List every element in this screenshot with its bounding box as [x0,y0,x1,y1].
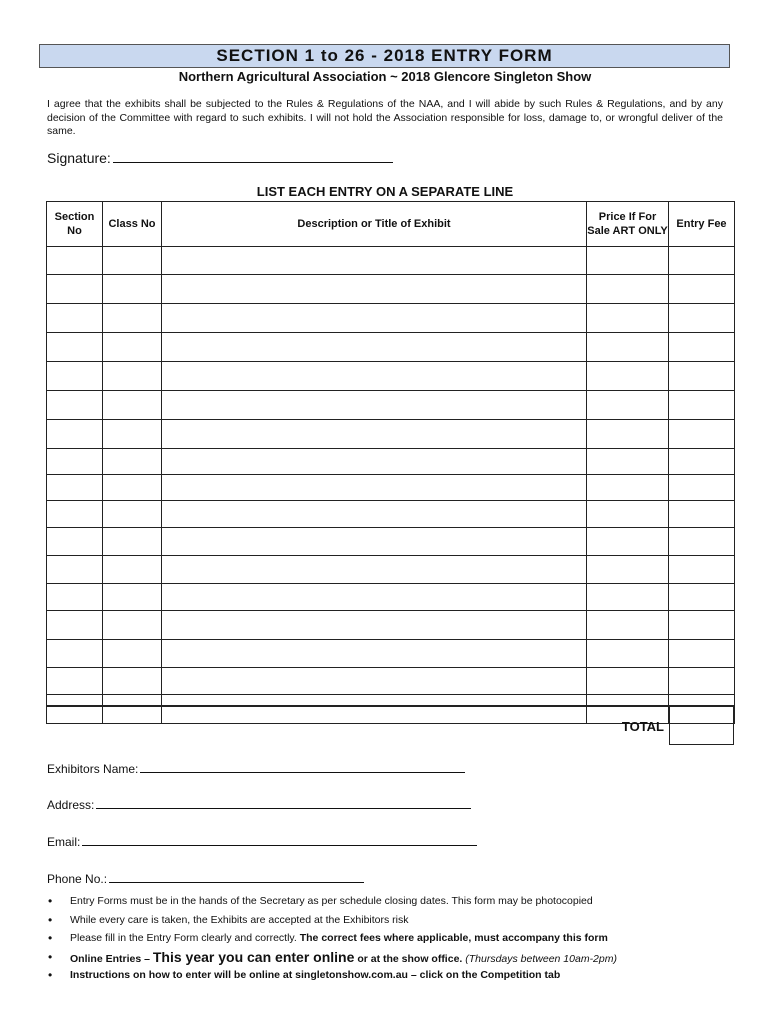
cell-description[interactable] [162,611,587,640]
table-row [47,528,735,556]
cell-section-no[interactable] [47,584,103,611]
cell-description[interactable] [162,668,587,695]
cell-class-no[interactable] [103,391,162,420]
table-row [47,475,735,501]
table-row [47,584,735,611]
cell-description[interactable] [162,247,587,275]
cell-description[interactable] [162,584,587,611]
cell-entry-fee[interactable] [669,501,735,528]
cell-section-no[interactable] [47,528,103,556]
cell-class-no[interactable] [103,640,162,668]
address-field[interactable] [47,798,471,812]
table-row [47,333,735,362]
cell-section-no[interactable] [47,247,103,275]
table-row [47,668,735,695]
signature-label: Signature: [47,150,111,166]
total-label: TOTAL [621,719,664,734]
total-row [46,705,734,745]
exhibitor-name-line[interactable] [140,762,465,773]
cell-section-no[interactable] [47,420,103,449]
cell-section-no[interactable] [47,640,103,668]
notes-list [48,892,748,985]
cell-entry-fee[interactable] [669,611,735,640]
note-fill-clearly: Please fill in the Entry Form clearly and correctly. [70,932,297,944]
cell-class-no[interactable] [103,611,162,640]
cell-entry-fee[interactable] [669,391,735,420]
cell-entry-fee[interactable] [669,528,735,556]
cell-class-no[interactable] [103,449,162,475]
cell-description[interactable] [162,556,587,584]
cell-price[interactable] [587,247,669,275]
col-section-no: Section No [47,202,103,247]
cell-price[interactable] [587,584,669,611]
cell-entry-fee[interactable] [669,275,735,304]
cell-description[interactable] [162,333,587,362]
cell-description[interactable] [162,420,587,449]
cell-price[interactable] [587,611,669,640]
cell-description[interactable] [162,449,587,475]
table-header-row [47,202,735,247]
table-row [47,611,735,640]
note-instructions: Instructions on how to enter will be online at singletonshow.com.au – click on the Competition tab [70,969,561,981]
cell-class-no[interactable] [103,333,162,362]
cell-price[interactable] [587,391,669,420]
agreement-text: I agree that the exhibits shall be subjected to the Rules & Regulations of the NAA, and I will abide by such Rules & Regulations, and by any decision of the Committee with regard to such exhibits. I will not hold the Association responsible for loss, damage to, or wrongful deliver of the same. [47,98,723,137]
cell-section-no[interactable] [47,333,103,362]
list-item [48,966,748,985]
cell-price[interactable] [587,304,669,333]
cell-description[interactable] [162,304,587,333]
email-line[interactable] [82,835,477,846]
form-title-banner: SECTION 1 to 26 - 2018 ENTRY FORM [39,44,730,68]
cell-class-no[interactable] [103,475,162,501]
cell-price[interactable] [587,668,669,695]
note-online-label: Online Entries – [70,952,150,965]
note-fees: The correct fees where applicable, must accompany this form [299,932,608,944]
cell-class-no[interactable] [103,275,162,304]
address-line[interactable] [96,798,471,809]
cell-class-no[interactable] [103,247,162,275]
cell-class-no[interactable] [103,420,162,449]
cell-entry-fee[interactable] [669,420,735,449]
cell-price[interactable] [587,362,669,391]
cell-price[interactable] [587,556,669,584]
table-row [47,247,735,275]
phone-label: Phone No.: [47,872,108,886]
col-entry-fee: Entry Fee [669,202,735,247]
cell-entry-fee[interactable] [669,333,735,362]
table-row [47,501,735,528]
cell-class-no[interactable] [103,668,162,695]
cell-class-no[interactable] [103,556,162,584]
signature-line[interactable] [113,150,393,163]
cell-section-no[interactable] [47,362,103,391]
cell-description[interactable] [162,501,587,528]
cell-entry-fee[interactable] [669,304,735,333]
address-label: Address: [47,798,95,812]
cell-entry-fee[interactable] [669,668,735,695]
cell-section-no[interactable] [47,611,103,640]
cell-description[interactable] [162,275,587,304]
entries-table [46,201,735,724]
table-row [47,556,735,584]
signature-field[interactable] [47,150,393,166]
cell-entry-fee[interactable] [669,584,735,611]
list-item [48,948,748,967]
table-row [47,420,735,449]
cell-entry-fee[interactable] [669,362,735,391]
exhibitor-name-field[interactable] [47,762,465,776]
note-show-office: or at the show office. [357,952,463,965]
email-field[interactable] [47,835,477,849]
list-item [48,892,748,911]
cell-entry-fee[interactable] [669,640,735,668]
total-divider [46,705,669,707]
table-row [47,304,735,333]
cell-class-no[interactable] [103,584,162,611]
cell-section-no[interactable] [47,501,103,528]
cell-description[interactable] [162,528,587,556]
cell-price[interactable] [587,528,669,556]
list-heading: LIST EACH ENTRY ON A SEPARATE LINE [256,184,514,199]
cell-section-no[interactable] [47,668,103,695]
col-class-no: Class No [103,202,162,247]
table-row [47,640,735,668]
cell-entry-fee[interactable] [669,247,735,275]
cell-class-no[interactable] [103,501,162,528]
cell-section-no[interactable] [47,275,103,304]
cell-price[interactable] [587,449,669,475]
table-row [47,275,735,304]
cell-class-no[interactable] [103,362,162,391]
cell-section-no[interactable] [47,449,103,475]
cell-entry-fee[interactable] [669,475,735,501]
cell-price[interactable] [587,475,669,501]
cell-class-no[interactable] [103,528,162,556]
table-row [47,391,735,420]
phone-line[interactable] [109,872,364,883]
cell-section-no[interactable] [47,304,103,333]
list-item [48,929,748,948]
cell-price[interactable] [587,501,669,528]
cell-price[interactable] [587,640,669,668]
cell-class-no[interactable] [103,304,162,333]
note-online-highlight: This year you can enter online [152,948,355,965]
col-description: Description or Title of Exhibit [162,202,587,247]
list-item [48,911,748,930]
col-price: Price If For Sale ART ONLY [587,202,669,247]
note-office-hours: (Thursdays between 10am-2pm) [465,952,617,965]
cell-price[interactable] [587,333,669,362]
cell-description[interactable] [162,640,587,668]
note-exhibitor-risk: While every care is taken, the Exhibits are accepted at the Exhibitors risk [70,913,409,926]
cell-section-no[interactable] [47,556,103,584]
email-label: Email: [47,835,81,849]
cell-entry-fee[interactable] [669,556,735,584]
phone-field[interactable] [47,872,364,886]
cell-description[interactable] [162,391,587,420]
table-row [47,362,735,391]
cell-description[interactable] [162,362,587,391]
cell-section-no[interactable] [47,391,103,420]
note-closing-dates: Entry Forms must be in the hands of the Secretary as per schedule closing dates. This form may be photocopied [70,895,593,907]
cell-description[interactable] [162,475,587,501]
exhibitor-name-label: Exhibitors Name: [47,762,139,776]
cell-price[interactable] [587,275,669,304]
table-row [47,449,735,475]
total-input-box[interactable] [669,705,734,745]
cell-section-no[interactable] [47,475,103,501]
cell-price[interactable] [587,420,669,449]
form-subtitle: Northern Agricultural Association ~ 2018 Glencore Singleton Show [178,69,592,84]
cell-entry-fee[interactable] [669,449,735,475]
